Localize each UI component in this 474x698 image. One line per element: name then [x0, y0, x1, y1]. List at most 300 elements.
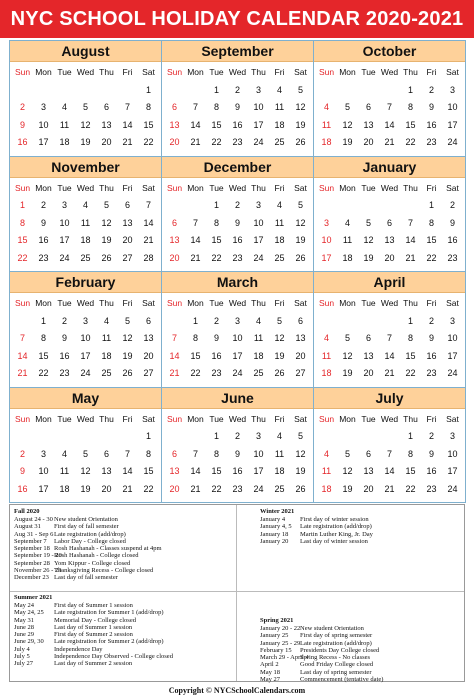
- day-cell: 1: [407, 84, 413, 95]
- weekday-label: Thu: [251, 182, 266, 193]
- day-cell: 19: [295, 235, 306, 245]
- day-cell: [400, 197, 421, 215]
- weekday-label: Wed: [76, 298, 95, 308]
- day-cell: [316, 498, 337, 503]
- weekday-label: Sun: [14, 298, 31, 308]
- note-date: May 24: [14, 602, 35, 609]
- day-cell: [96, 428, 117, 446]
- day-cell: [12, 428, 33, 446]
- weekday-label: Wed: [380, 67, 399, 77]
- weekday-label: Sun: [318, 67, 335, 77]
- day-cell: 4: [323, 333, 329, 343]
- day-cell: 6: [297, 315, 303, 326]
- day-cell: 8: [213, 448, 219, 459]
- day-cell: 25: [101, 368, 112, 378]
- month-march: [162, 272, 314, 388]
- day-cell: 2: [428, 315, 434, 326]
- weekday-label: Sat: [142, 298, 155, 308]
- day-cell: 12: [80, 466, 91, 476]
- day-grid: [314, 178, 465, 273]
- day-cell: 28: [143, 252, 154, 263]
- day-cell: 20: [122, 235, 133, 245]
- day-cell: 5: [344, 102, 350, 112]
- day-grid: [314, 293, 465, 388]
- note-row: [14, 646, 234, 653]
- weekday-label: Mon: [339, 298, 356, 308]
- note-row: [14, 638, 234, 645]
- day-cell: [442, 498, 463, 503]
- day-cell: 25: [274, 137, 285, 147]
- day-cell: 7: [386, 448, 392, 459]
- day-cell: [358, 197, 379, 215]
- day-cell: 24: [447, 483, 458, 494]
- day-cell: 21: [122, 137, 133, 147]
- day-cell: 6: [365, 448, 371, 459]
- weekday-label: Sun: [14, 413, 31, 424]
- weekday-label: Thu: [403, 298, 418, 308]
- day-cell: 24: [253, 483, 264, 494]
- note-date: July 27: [14, 660, 33, 668]
- month-april: [314, 272, 466, 388]
- day-cell: 3: [255, 431, 261, 441]
- day-cell: 13: [363, 466, 374, 476]
- day-cell: 3: [40, 102, 46, 112]
- note-row: [260, 632, 460, 639]
- weekday-label: Sat: [446, 413, 459, 424]
- note-text: Late registration (add/drop): [300, 523, 372, 531]
- day-cell: [421, 498, 442, 503]
- day-cell: 12: [363, 235, 374, 245]
- note-row: [14, 660, 234, 667]
- note-date: June 29: [14, 631, 35, 639]
- note-date: January 25 - 29: [260, 639, 301, 647]
- day-cell: 16: [17, 483, 28, 494]
- day-grid: [162, 293, 313, 388]
- day-cell: 23: [232, 137, 243, 147]
- note-text: Presidents Day College closed: [300, 646, 380, 654]
- day-cell: 19: [295, 466, 306, 476]
- day-cell: [379, 428, 400, 446]
- day-cell: 13: [143, 333, 154, 343]
- day-cell: 4: [276, 84, 282, 95]
- day-cell: 22: [211, 252, 222, 263]
- day-cell: 26: [295, 483, 306, 494]
- day-cell: 22: [211, 483, 222, 494]
- day-grid: [10, 409, 161, 504]
- day-cell: 1: [428, 200, 434, 210]
- day-cell: [337, 313, 358, 331]
- day-cell: 6: [103, 448, 109, 459]
- day-grid: [10, 178, 161, 273]
- note-row: [14, 538, 234, 545]
- day-cell: 23: [426, 137, 437, 147]
- month-november: [10, 157, 162, 273]
- day-cell: 5: [297, 84, 303, 95]
- note-date: February 15: [260, 646, 292, 654]
- weekday-label: Thu: [251, 67, 266, 77]
- note-text: Last day of Summer 2 session: [54, 660, 133, 668]
- day-cell: 25: [80, 252, 91, 263]
- day-cell: 1: [19, 200, 25, 210]
- day-cell: [164, 498, 185, 503]
- notes-winter: [260, 508, 460, 545]
- day-cell: 24: [59, 252, 70, 263]
- day-cell: 22: [211, 137, 222, 147]
- note-date: January 4, 5: [260, 523, 292, 531]
- day-cell: 22: [143, 483, 154, 494]
- weekday-label: Tue: [209, 298, 224, 308]
- day-cell: 18: [274, 235, 285, 245]
- day-cell: 10: [253, 217, 264, 228]
- day-cell: 20: [384, 252, 395, 263]
- day-cell: 20: [143, 350, 154, 361]
- day-cell: 1: [213, 200, 219, 210]
- day-cell: 17: [80, 350, 91, 361]
- note-text: Yom Kippur - College closed: [54, 559, 131, 567]
- day-cell: [117, 498, 138, 503]
- day-cell: 16: [232, 235, 243, 245]
- day-cell: 14: [384, 350, 395, 361]
- day-cell: 4: [276, 431, 282, 441]
- day-cell: 4: [103, 315, 109, 326]
- day-cell: 19: [274, 350, 285, 361]
- day-cell: [12, 313, 33, 331]
- day-cell: 6: [171, 102, 177, 112]
- day-cell: [185, 498, 206, 503]
- day-cell: 4: [61, 448, 67, 459]
- day-cell: 4: [61, 102, 67, 112]
- note-row: [14, 516, 234, 523]
- note-date: January 20: [260, 537, 289, 545]
- day-cell: 27: [122, 252, 133, 263]
- day-cell: 6: [124, 200, 130, 210]
- note-row: [260, 538, 460, 545]
- day-cell: 16: [426, 466, 437, 476]
- note-row: [14, 574, 234, 581]
- month-header: January: [314, 157, 465, 178]
- day-cell: 22: [405, 137, 416, 147]
- day-cell: 15: [143, 466, 154, 476]
- weekday-label: Sun: [166, 413, 183, 424]
- day-cell: 3: [61, 200, 67, 210]
- note-date: December 23: [14, 574, 49, 582]
- day-cell: [185, 197, 206, 215]
- day-cell: 11: [253, 333, 264, 343]
- day-cell: 6: [145, 315, 151, 326]
- weekday-label: Wed: [76, 182, 95, 193]
- day-cell: 19: [342, 137, 353, 147]
- weekday-label: Wed: [228, 182, 247, 193]
- day-cell: [379, 498, 400, 503]
- day-cell: 17: [253, 466, 264, 476]
- month-june: [162, 388, 314, 504]
- day-cell: 15: [190, 350, 201, 361]
- note-date: September 19 - 20: [14, 552, 62, 560]
- weekday-label: Thu: [99, 182, 114, 193]
- day-cell: 14: [190, 466, 201, 476]
- weekday-label: Tue: [361, 182, 376, 193]
- weekday-label: Wed: [228, 413, 247, 424]
- day-cell: 23: [426, 483, 437, 494]
- weekday-label: Tue: [57, 182, 72, 193]
- day-cell: 18: [274, 119, 285, 130]
- day-cell: 12: [342, 119, 353, 130]
- day-cell: [227, 498, 248, 503]
- day-cell: 8: [145, 102, 151, 112]
- month-header: February: [10, 272, 161, 293]
- day-cell: 19: [342, 483, 353, 494]
- day-cell: 18: [321, 137, 332, 147]
- note-row: [14, 653, 234, 660]
- day-cell: 1: [213, 431, 219, 441]
- day-cell: 20: [101, 483, 112, 494]
- day-cell: 17: [447, 350, 458, 361]
- weekday-label: Wed: [76, 67, 95, 77]
- day-cell: 9: [19, 119, 25, 130]
- day-cell: 10: [80, 333, 91, 343]
- day-cell: 9: [234, 217, 240, 228]
- day-cell: 19: [295, 119, 306, 130]
- day-cell: [316, 82, 337, 100]
- day-cell: 3: [234, 315, 240, 326]
- day-cell: 4: [323, 448, 329, 459]
- day-cell: [164, 82, 185, 100]
- day-cell: 9: [19, 466, 25, 476]
- day-cell: 4: [323, 102, 329, 112]
- weekday-label: Tue: [209, 413, 224, 424]
- day-cell: 14: [17, 350, 28, 361]
- weekday-label: Sat: [294, 413, 307, 424]
- day-cell: 4: [82, 200, 88, 210]
- weekday-label: Thu: [99, 67, 114, 77]
- day-cell: 9: [234, 448, 240, 459]
- day-cell: 5: [124, 315, 130, 326]
- day-cell: 18: [321, 483, 332, 494]
- day-cell: 21: [190, 137, 201, 147]
- weekday-label: Fri: [426, 298, 437, 308]
- notes-title: Fall 2020: [14, 508, 40, 515]
- weekday-label: Sat: [446, 67, 459, 77]
- day-cell: 15: [211, 466, 222, 476]
- day-cell: 26: [274, 368, 285, 378]
- day-cell: 23: [232, 252, 243, 263]
- day-cell: 14: [190, 119, 201, 130]
- day-cell: 24: [447, 137, 458, 147]
- note-text: Late registration for Summer 2 (add/drop): [54, 638, 164, 646]
- day-cell: 21: [190, 483, 201, 494]
- day-grid: [162, 62, 313, 157]
- day-cell: 16: [38, 235, 49, 245]
- day-cell: 8: [213, 102, 219, 112]
- notes-title: Summer 2021: [14, 594, 53, 601]
- day-cell: 20: [169, 252, 180, 263]
- day-cell: 21: [384, 483, 395, 494]
- day-cell: [337, 498, 358, 503]
- day-cell: 13: [384, 235, 395, 245]
- month-header: August: [10, 41, 161, 62]
- day-cell: 19: [363, 252, 374, 263]
- day-cell: [358, 313, 379, 331]
- day-cell: 17: [253, 119, 264, 130]
- day-cell: 21: [405, 252, 416, 263]
- day-cell: [316, 313, 337, 331]
- day-cell: [337, 428, 358, 446]
- weekday-label: Fri: [426, 413, 437, 424]
- month-may: [10, 388, 162, 504]
- note-row: [14, 545, 234, 552]
- weekday-label: Sat: [142, 413, 155, 424]
- day-cell: 7: [386, 102, 392, 112]
- note-row: [260, 640, 460, 647]
- day-cell: 6: [365, 102, 371, 112]
- day-cell: 17: [38, 137, 49, 147]
- day-cell: [54, 82, 75, 100]
- day-cell: 5: [297, 431, 303, 441]
- day-cell: 12: [342, 466, 353, 476]
- day-cell: 11: [101, 333, 112, 343]
- day-cell: 11: [274, 448, 285, 459]
- day-cell: 13: [101, 466, 112, 476]
- day-cell: 12: [295, 448, 306, 459]
- weekday-label: Sun: [318, 413, 335, 424]
- day-cell: 20: [101, 137, 112, 147]
- note-text: Last day of fall semester: [54, 574, 118, 582]
- day-cell: 26: [295, 137, 306, 147]
- day-cell: 18: [59, 483, 70, 494]
- day-cell: 9: [428, 102, 434, 112]
- note-row: [260, 676, 460, 683]
- day-cell: 1: [40, 315, 46, 326]
- weekday-label: Fri: [122, 67, 133, 77]
- day-cell: 21: [384, 368, 395, 378]
- day-cell: 12: [295, 217, 306, 228]
- day-cell: 12: [101, 217, 112, 228]
- day-cell: 8: [192, 333, 198, 343]
- day-cell: 5: [344, 448, 350, 459]
- weekday-label: Mon: [187, 298, 204, 308]
- weekday-label: Thu: [403, 67, 418, 77]
- weekday-label: Wed: [228, 298, 247, 308]
- weekday-label: Tue: [57, 413, 72, 424]
- day-cell: 3: [40, 448, 46, 459]
- day-cell: 3: [255, 200, 261, 210]
- note-date: August 31: [14, 523, 41, 531]
- note-row: [14, 523, 234, 530]
- note-text: Last day of Summer 1 session: [54, 623, 133, 631]
- day-cell: [164, 313, 185, 331]
- day-cell: 8: [40, 333, 46, 343]
- day-cell: 8: [407, 102, 413, 112]
- notes-title: Winter 2021: [260, 508, 295, 515]
- day-cell: 17: [447, 119, 458, 130]
- weekday-label: Mon: [187, 182, 204, 193]
- day-cell: [117, 82, 138, 100]
- day-cell: 3: [323, 217, 329, 228]
- day-cell: 20: [169, 137, 180, 147]
- day-cell: 1: [407, 431, 413, 441]
- day-cell: 13: [363, 350, 374, 361]
- day-cell: 7: [171, 333, 177, 343]
- note-date: September 18: [14, 545, 50, 553]
- weekday-label: Fri: [274, 413, 285, 424]
- day-cell: 19: [122, 350, 133, 361]
- day-cell: 11: [274, 102, 285, 112]
- weekday-label: Mon: [339, 182, 356, 193]
- day-cell: 8: [19, 217, 25, 228]
- day-cell: [164, 197, 185, 215]
- day-cell: 15: [143, 119, 154, 130]
- note-date: November 26 - 29: [14, 567, 62, 575]
- weekday-label: Wed: [76, 413, 95, 424]
- weekday-label: Mon: [35, 298, 52, 308]
- day-cell: 3: [255, 84, 261, 95]
- day-cell: 19: [101, 235, 112, 245]
- day-cell: 16: [426, 119, 437, 130]
- note-date: September 28: [14, 559, 50, 567]
- day-grid: [314, 409, 465, 504]
- note-date: July 5: [14, 653, 30, 661]
- note-text: Rosh Hashanah - College closed: [54, 552, 139, 560]
- weekday-label: Sat: [294, 182, 307, 193]
- day-cell: 18: [59, 137, 70, 147]
- month-september: [162, 41, 314, 157]
- day-cell: 23: [38, 252, 49, 263]
- month-header: December: [162, 157, 313, 178]
- day-cell: 20: [169, 483, 180, 494]
- day-cell: 4: [276, 200, 282, 210]
- day-cell: 10: [321, 235, 332, 245]
- weekday-label: Fri: [274, 298, 285, 308]
- day-cell: 11: [342, 235, 353, 245]
- day-cell: 20: [295, 350, 306, 361]
- day-cell: 2: [234, 431, 240, 441]
- day-cell: 27: [295, 368, 306, 378]
- day-cell: 2: [213, 315, 219, 326]
- day-cell: 7: [145, 200, 151, 210]
- day-cell: 24: [447, 368, 458, 378]
- day-cell: [96, 498, 117, 503]
- day-cell: 1: [192, 315, 198, 326]
- note-row: [260, 669, 460, 676]
- weekday-label: Sun: [318, 182, 335, 193]
- day-grid: [162, 409, 313, 504]
- day-cell: 18: [101, 350, 112, 361]
- months-grid: [9, 40, 466, 503]
- day-cell: 12: [295, 102, 306, 112]
- day-cell: [337, 197, 358, 215]
- day-cell: 9: [61, 333, 67, 343]
- note-row: [14, 631, 234, 638]
- day-cell: 3: [449, 315, 455, 326]
- note-date: January 18: [260, 530, 289, 538]
- note-date: May 24, 25: [14, 609, 44, 617]
- month-february: [10, 272, 162, 388]
- day-cell: 22: [405, 368, 416, 378]
- day-cell: 26: [122, 368, 133, 378]
- note-text: Late registration (add/drop): [300, 639, 372, 647]
- day-cell: 22: [38, 368, 49, 378]
- day-cell: [75, 498, 96, 503]
- day-cell: 23: [211, 368, 222, 378]
- weekday-label: Mon: [187, 413, 204, 424]
- day-cell: 20: [363, 368, 374, 378]
- note-date: Aug 31 - Sep 6: [14, 530, 54, 538]
- day-cell: 12: [342, 350, 353, 361]
- day-cell: 16: [426, 350, 437, 361]
- day-cell: 16: [59, 350, 70, 361]
- day-cell: 2: [428, 84, 434, 95]
- weekday-label: Mon: [35, 413, 52, 424]
